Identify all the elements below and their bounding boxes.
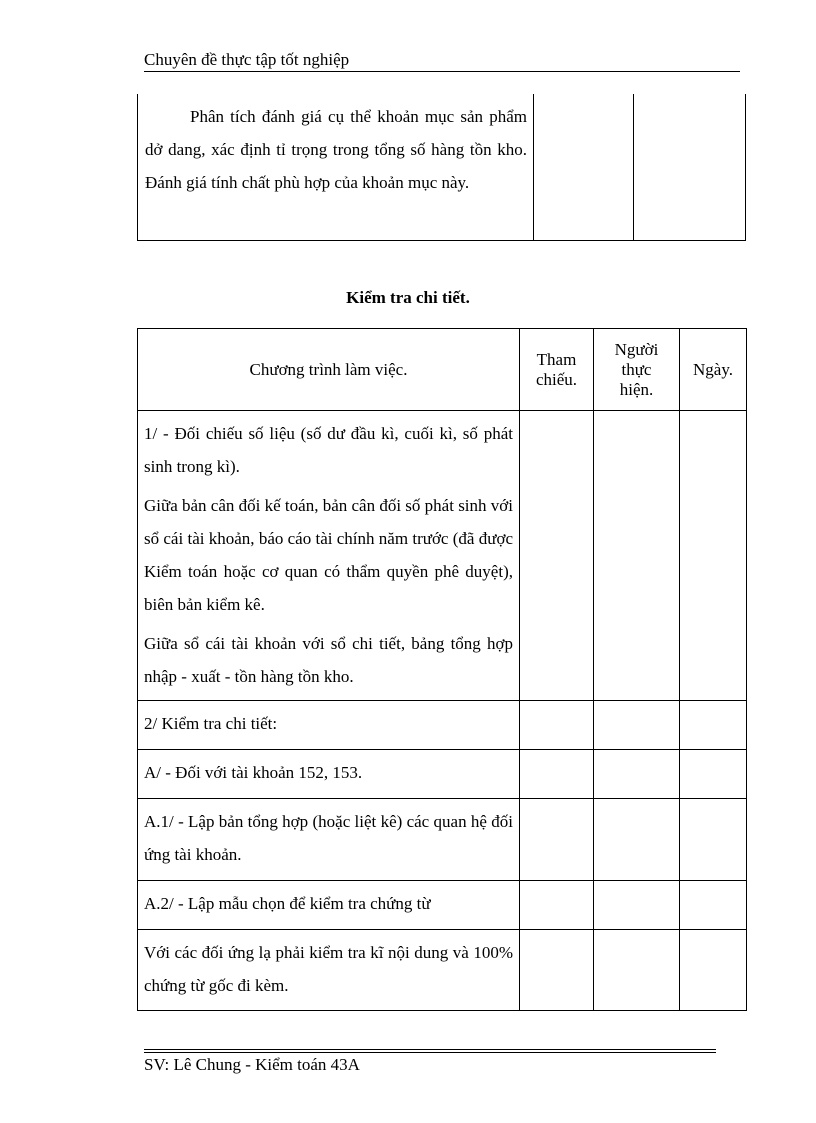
header-performer (594, 329, 680, 411)
footer-rule (144, 1049, 716, 1050)
program-cell (138, 701, 520, 750)
row-paragraph: 2/ Kiểm tra chi tiết: (144, 714, 278, 733)
table-row (138, 930, 747, 1011)
date-cell (680, 701, 747, 750)
date-cell (680, 799, 747, 881)
performer-cell (594, 930, 680, 1011)
reference-cell (520, 750, 594, 799)
table-row (138, 750, 747, 799)
page-header-title: Chuyên đề thực tập tốt nghiệp (144, 50, 350, 69)
program-cell (138, 411, 520, 701)
program-cell (138, 799, 520, 881)
date-cell (680, 411, 747, 701)
reference-cell (520, 411, 594, 701)
date-cell (680, 881, 747, 930)
row-paragraph: 1/ - Đối chiếu số liệu (số dư đầu kì, cuối kì, số phát sinh trong kì). (144, 424, 513, 476)
footer-rule (144, 1052, 716, 1053)
performer-cell (594, 799, 680, 881)
column-divider (533, 94, 534, 240)
reference-cell (520, 881, 594, 930)
row-paragraph: A/ - Đối với tài khoản 152, 153. (144, 763, 363, 782)
date-cell (680, 750, 747, 799)
page-footer-text: SV: Lê Chung - Kiểm toán 43A (144, 1055, 360, 1074)
header-performer-label: Người thực hiện. (614, 339, 659, 399)
row-paragraph: A.1/ - Lập bản tổng hợp (hoặc liệt kê) các quan hệ đối ứng tài khoản. (144, 812, 513, 864)
row-paragraph: A.2/ - Lập mẫu chọn để kiểm tra chứng từ (144, 894, 431, 913)
performer-cell (594, 411, 680, 701)
row-paragraph: Với các đối ứng lạ phải kiểm tra kĩ nội dung và 100% chứng từ gốc đi kèm. (144, 943, 513, 995)
header-rule (144, 71, 740, 72)
table-row (138, 881, 747, 930)
table-row (138, 799, 747, 881)
column-divider (633, 94, 634, 240)
table-row (138, 411, 747, 701)
header-date: Ngày. (680, 329, 747, 411)
program-cell (138, 930, 520, 1011)
header-reference-label: Tham chiếu. (535, 349, 578, 389)
performer-cell (594, 881, 680, 930)
audit-program-table (137, 328, 747, 1011)
reference-cell (520, 701, 594, 750)
date-cell (680, 930, 747, 1011)
performer-cell (594, 701, 680, 750)
table-row (138, 701, 747, 750)
header-program: Chương trình làm việc. (138, 329, 520, 411)
header-reference (520, 329, 594, 411)
row-paragraph: Giữa bản cân đối kế toán, bản cân đối số phát sinh với sổ cái tài khoản, báo cáo tài chính năm trước (đã được Kiểm toán hoặc cơ quan có thẩm quyền phê duyệt), biên bản kiểm kê. (144, 496, 513, 614)
row-paragraph: Giữa sổ cái tài khoản với sổ chi tiết, bảng tổng hợp nhập - xuất - tồn hàng tồn kho. (144, 634, 513, 686)
reference-cell (520, 799, 594, 881)
continued-table-fragment (137, 94, 746, 241)
reference-cell (520, 930, 594, 1011)
program-cell (138, 750, 520, 799)
continued-row-text: Phân tích đánh giá cụ thể khoản mục sản phẩm dở dang, xác định tỉ trọng trong tổng số hàng tồn kho. Đánh giá tính chất phù hợp của khoản mục này. (145, 107, 527, 192)
program-cell (138, 881, 520, 930)
performer-cell (594, 750, 680, 799)
section-title: Kiểm tra chi tiết. (346, 288, 470, 307)
table-header-row (138, 329, 747, 411)
